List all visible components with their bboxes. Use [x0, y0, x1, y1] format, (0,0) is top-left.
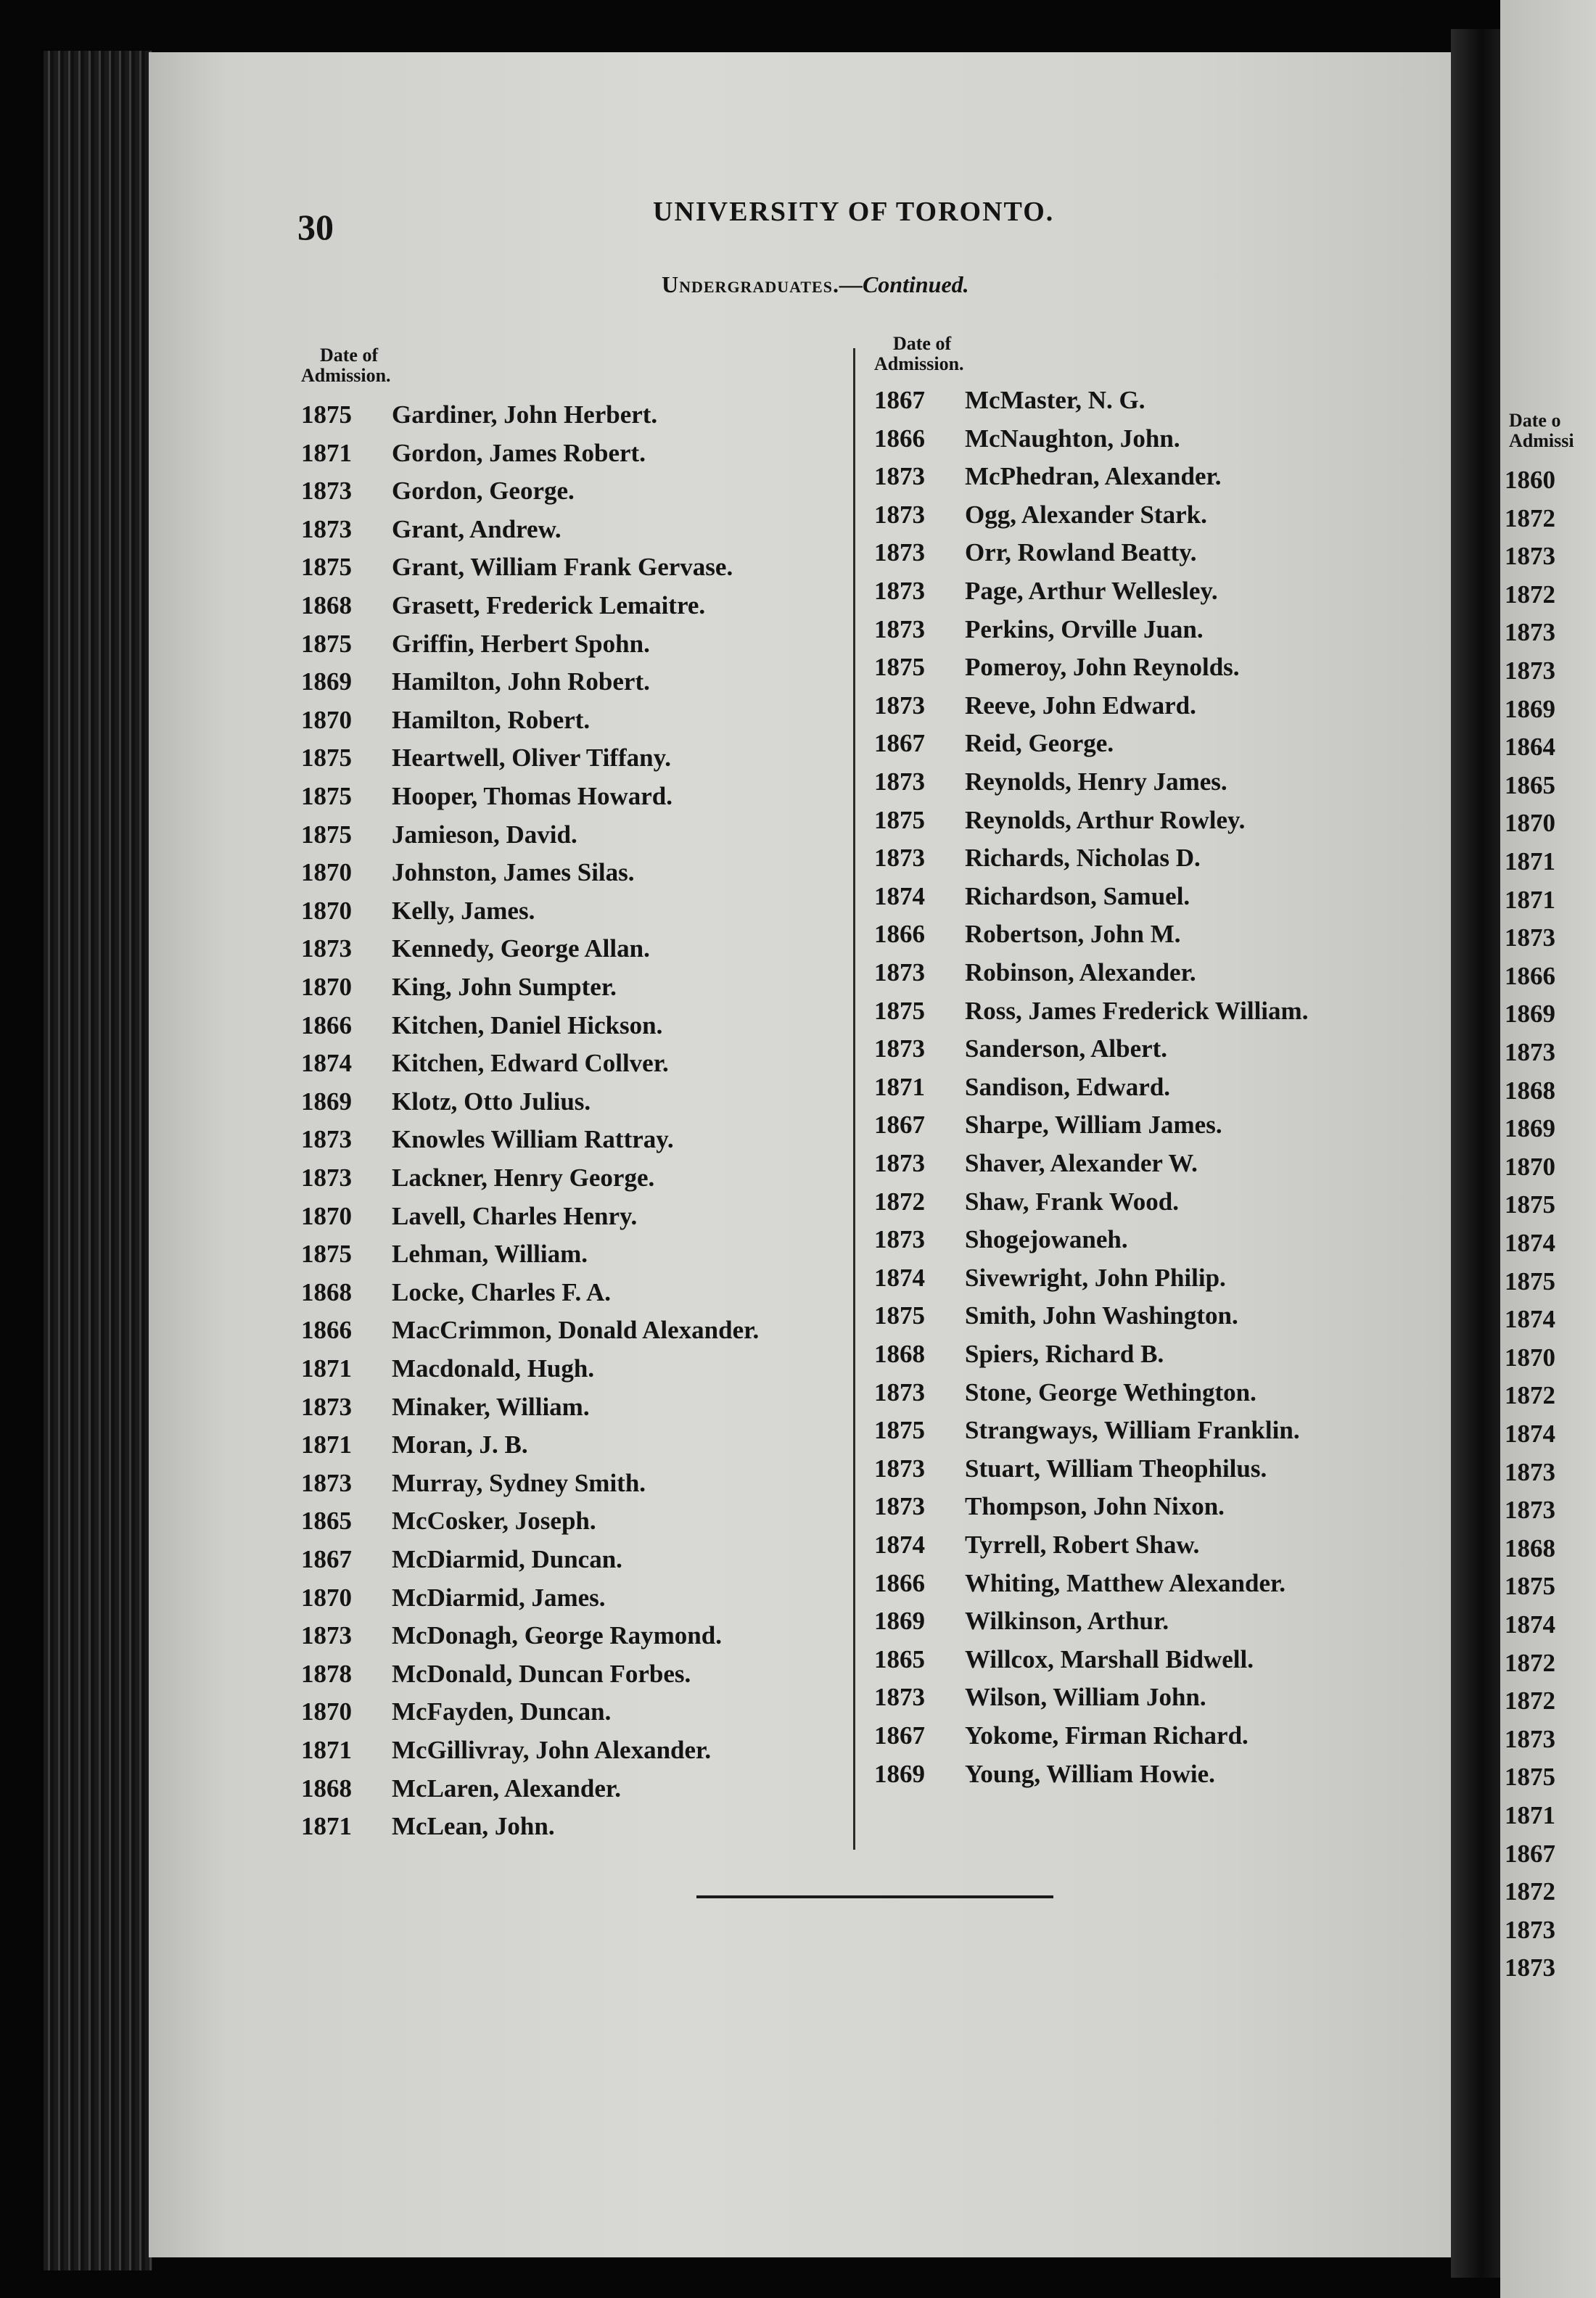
admission-year: 1866	[874, 424, 925, 453]
admission-year: 1873	[874, 1683, 925, 1712]
student-name: Gordon, George.	[392, 477, 575, 506]
register-entry	[301, 548, 733, 586]
register-entry	[301, 1541, 622, 1578]
admission-year: 1875	[874, 996, 925, 1025]
admission-year: 1873	[301, 1392, 352, 1421]
register-entry	[874, 1335, 1164, 1373]
student-name: Grant, Andrew.	[392, 514, 562, 543]
adjacent-page-year: 1872	[1505, 580, 1555, 609]
student-name: McGillivray, John Alexander.	[392, 1736, 712, 1764]
student-name: McLaren, Alexander.	[392, 1774, 621, 1803]
admission-year: 1873	[874, 958, 925, 987]
admission-year: 1869	[874, 1759, 925, 1788]
admission-year: 1869	[874, 1607, 925, 1636]
register-entry	[874, 1755, 1215, 1793]
left-column-header	[301, 345, 391, 386]
register-entry	[301, 1235, 588, 1273]
student-name: Reynolds, Henry James.	[965, 767, 1227, 796]
adjacent-page-year: 1872	[1505, 1687, 1555, 1716]
student-name: Heartwell, Oliver Tiffany.	[392, 744, 671, 773]
register-entry	[301, 739, 671, 777]
register-entry	[874, 1488, 1225, 1525]
admission-year: 1865	[301, 1507, 352, 1536]
book-binding-edge	[44, 51, 152, 2270]
student-name: Hamilton, Robert.	[392, 705, 591, 734]
adjacent-page-year: 1869	[1505, 694, 1555, 723]
register-entry	[301, 472, 575, 510]
adjacent-header-line2: Admissi	[1509, 430, 1574, 451]
admission-year: 1873	[874, 691, 925, 720]
student-name: Murray, Sydney Smith.	[392, 1468, 646, 1497]
adjacent-header-line1: Date o	[1509, 410, 1561, 431]
register-entry	[301, 1350, 594, 1388]
student-name: Reynolds, Arthur Rowley.	[965, 805, 1246, 834]
adjacent-page-year: 1875	[1505, 1763, 1555, 1792]
student-name: Robinson, Alexander.	[965, 958, 1196, 987]
section-subheading	[662, 271, 969, 298]
student-name: Griffin, Herbert Spohn.	[392, 629, 650, 658]
admission-year: 1872	[874, 1187, 925, 1216]
register-entry	[874, 763, 1227, 801]
subheading-continued: —Continued.	[839, 271, 969, 297]
admission-year: 1869	[301, 667, 352, 696]
admission-year: 1868	[874, 1340, 925, 1368]
register-entry	[874, 725, 1114, 762]
register-entry	[874, 496, 1207, 534]
student-name: Willcox, Marshall Bidwell.	[965, 1644, 1254, 1673]
register-entry	[301, 625, 650, 663]
register-entry	[301, 1121, 674, 1158]
student-name: Grasett, Frederick Lemaitre.	[392, 591, 706, 619]
student-name: Grant, William Frank Gervase.	[392, 553, 733, 582]
admission-year: 1878	[301, 1659, 352, 1688]
register-entry	[874, 572, 1218, 610]
student-name: Kelly, James.	[392, 896, 535, 925]
admission-year: 1871	[301, 1812, 352, 1841]
student-name: Gordon, James Robert.	[392, 438, 646, 467]
admission-year: 1871	[301, 1354, 352, 1383]
register-entry	[874, 1450, 1267, 1488]
admission-year: 1867	[874, 1111, 925, 1140]
student-name: Stuart, William Theophilus.	[965, 1454, 1267, 1483]
student-name: Shaw, Frank Wood.	[965, 1187, 1180, 1216]
student-name: Lackner, Henry George.	[392, 1164, 655, 1192]
student-name: Sanderson, Albert.	[965, 1034, 1168, 1063]
admission-year: 1874	[874, 1531, 925, 1559]
register-entry	[301, 778, 672, 815]
register-entry	[874, 648, 1240, 686]
student-name: Young, William Howie.	[965, 1759, 1215, 1788]
admission-year: 1871	[874, 1072, 925, 1101]
admission-year: 1874	[874, 1263, 925, 1292]
student-name: Ross, James Frederick William.	[965, 996, 1309, 1025]
adjacent-page-year: 1872	[1505, 1648, 1555, 1677]
student-name: Klotz, Otto Julius.	[392, 1087, 591, 1116]
admission-year: 1873	[301, 1468, 352, 1497]
column-header-line2: Admission.	[301, 365, 391, 386]
adjacent-page-year: 1869	[1505, 1000, 1555, 1029]
student-name: Moran, J. B.	[392, 1430, 528, 1459]
adjacent-page-year: 1865	[1505, 770, 1555, 799]
student-name: McLean, John.	[392, 1812, 555, 1841]
register-entry	[301, 1007, 662, 1045]
admission-year: 1865	[874, 1644, 925, 1673]
admission-year: 1873	[874, 462, 925, 491]
adjacent-page-year: 1871	[1505, 885, 1555, 914]
register-entry	[301, 663, 650, 701]
register-entry	[874, 534, 1197, 572]
register-entry	[301, 1198, 637, 1235]
admission-year: 1875	[301, 1240, 352, 1269]
student-name: Kitchen, Edward Collver.	[392, 1049, 669, 1078]
register-entry	[874, 1374, 1256, 1412]
register-entry	[301, 968, 617, 1006]
admission-year: 1873	[301, 477, 352, 506]
register-entry	[301, 1388, 590, 1426]
student-name: MacCrimmon, Donald Alexander.	[392, 1316, 760, 1345]
student-name: Stone, George Wethington.	[965, 1377, 1256, 1407]
admission-year: 1873	[874, 614, 925, 643]
admission-year: 1868	[301, 1277, 352, 1306]
student-name: Perkins, Orville Juan.	[965, 614, 1204, 643]
student-name: Pomeroy, John Reynolds.	[965, 653, 1240, 682]
register-entry	[301, 1617, 722, 1655]
register-entry	[301, 816, 577, 854]
adjacent-page-year: 1874	[1505, 1610, 1555, 1639]
admission-year: 1874	[301, 1049, 352, 1078]
admission-year: 1873	[301, 1621, 352, 1650]
student-name: McDonald, Duncan Forbes.	[392, 1659, 691, 1688]
register-entry	[874, 992, 1308, 1030]
register-entry	[301, 1655, 691, 1693]
adjacent-page-year: 1875	[1505, 1190, 1555, 1219]
student-name: Reid, George.	[965, 729, 1114, 758]
admission-year: 1875	[874, 653, 925, 682]
student-name: Kennedy, George Allan.	[392, 934, 650, 963]
subheading-label: Undergraduates.	[662, 271, 839, 297]
student-name: Smith, John Washington.	[965, 1301, 1238, 1330]
register-entry	[301, 1311, 759, 1349]
adjacent-page-year: 1873	[1505, 1038, 1555, 1066]
register-entry	[874, 954, 1196, 992]
admission-year: 1870	[301, 1697, 352, 1726]
student-name: Gardiner, John Herbert.	[392, 400, 658, 429]
admission-year: 1875	[874, 1416, 925, 1445]
admission-year: 1873	[874, 1149, 925, 1177]
register-entry	[874, 1679, 1206, 1716]
adjacent-page-year: 1872	[1505, 1381, 1555, 1410]
register-entry	[874, 839, 1201, 877]
student-name: Reeve, John Edward.	[965, 691, 1196, 720]
admission-year: 1867	[874, 386, 925, 414]
adjacent-page-year: 1870	[1505, 1343, 1555, 1372]
admission-year: 1873	[301, 514, 352, 543]
adjacent-page-year: 1874	[1505, 1229, 1555, 1257]
student-name: Whiting, Matthew Alexander.	[965, 1568, 1286, 1597]
admission-year: 1875	[874, 805, 925, 834]
adjacent-page-year: 1873	[1505, 656, 1555, 685]
page-gutter	[1451, 29, 1502, 2278]
register-entry	[301, 1274, 611, 1311]
adjacent-page-year: 1872	[1505, 503, 1555, 532]
register-entry	[301, 1465, 646, 1502]
register-entry	[874, 915, 1181, 953]
student-name: McPhedran, Alexander.	[965, 462, 1222, 491]
student-name: Sharpe, William James.	[965, 1111, 1222, 1140]
register-entry	[874, 1068, 1170, 1106]
admission-year: 1866	[874, 920, 925, 949]
register-entry	[874, 1106, 1222, 1144]
adjacent-page-year: 1870	[1505, 1152, 1555, 1181]
adjacent-page-year: 1874	[1505, 1420, 1555, 1448]
adjacent-page-year: 1871	[1505, 1801, 1555, 1829]
student-name: Locke, Charles F. A.	[392, 1277, 612, 1306]
admission-year: 1870	[301, 896, 352, 925]
adjacent-page-header	[1509, 411, 1574, 451]
adjacent-page-year: 1860	[1505, 466, 1555, 494]
student-name: Sandison, Edward.	[965, 1072, 1171, 1101]
register-entry	[874, 1565, 1286, 1602]
admission-year: 1866	[301, 1010, 352, 1039]
admission-year: 1873	[874, 538, 925, 567]
register-entry	[301, 435, 646, 472]
admission-year: 1867	[301, 1545, 352, 1573]
admission-year: 1870	[301, 973, 352, 1001]
student-name: Thompson, John Nixon.	[965, 1492, 1225, 1521]
admission-year: 1873	[874, 1377, 925, 1407]
admission-year: 1867	[874, 1721, 925, 1750]
register-entry	[874, 878, 1190, 915]
register-entry	[301, 1579, 606, 1617]
running-title: UNIVERSITY OF TORONTO.	[653, 197, 1055, 227]
admission-year: 1875	[301, 400, 352, 429]
student-name: Lavell, Charles Henry.	[392, 1201, 638, 1230]
student-name: McDonagh, George Raymond.	[392, 1621, 722, 1650]
student-name: Richardson, Samuel.	[965, 881, 1190, 910]
register-entry	[301, 511, 562, 548]
admission-year: 1875	[874, 1301, 925, 1330]
register-entry	[874, 687, 1196, 725]
adjacent-page-year: 1872	[1505, 1877, 1555, 1906]
adjacent-page-year: 1873	[1505, 1915, 1555, 1944]
admission-year: 1867	[874, 729, 925, 758]
student-name: Shogejowaneh.	[965, 1225, 1128, 1254]
page-number: 30	[297, 207, 334, 247]
register-entry	[874, 458, 1222, 495]
adjacent-page-year: 1875	[1505, 1572, 1555, 1601]
register-entry	[874, 1183, 1179, 1221]
column-header-line2: Admission.	[874, 353, 964, 374]
admission-year: 1866	[301, 1316, 352, 1345]
admission-year: 1873	[874, 1225, 925, 1254]
student-name: Sivewright, John Philip.	[965, 1263, 1226, 1292]
register-entry	[301, 1770, 621, 1808]
register-entry	[301, 396, 657, 434]
student-name: Hamilton, John Robert.	[392, 667, 650, 696]
admission-year: 1870	[301, 1201, 352, 1230]
admission-year: 1871	[301, 438, 352, 467]
admission-year: 1871	[301, 1736, 352, 1764]
register-entry	[874, 802, 1245, 839]
student-name: Macdonald, Hugh.	[392, 1354, 595, 1383]
adjacent-page-year: 1868	[1505, 1533, 1555, 1562]
admission-year: 1870	[301, 705, 352, 734]
register-entry	[874, 1259, 1226, 1297]
student-name: McDiarmid, Duncan.	[392, 1545, 622, 1573]
adjacent-page-year: 1864	[1505, 733, 1555, 762]
admission-year: 1873	[874, 767, 925, 796]
student-name: McNaughton, John.	[965, 424, 1180, 453]
admission-year: 1873	[874, 844, 925, 873]
admission-year: 1868	[301, 1774, 352, 1803]
register-entry	[874, 1412, 1300, 1449]
admission-year: 1870	[301, 1583, 352, 1612]
student-name: Wilkinson, Arthur.	[965, 1607, 1169, 1636]
adjacent-page-year: 1873	[1505, 1724, 1555, 1753]
student-name: Robertson, John M.	[965, 920, 1181, 949]
admission-year: 1873	[301, 1164, 352, 1192]
register-entry	[874, 1221, 1128, 1259]
student-name: Minaker, William.	[392, 1392, 590, 1421]
adjacent-page-year: 1873	[1505, 1496, 1555, 1525]
admission-year: 1875	[301, 553, 352, 582]
column-divider	[853, 348, 855, 1850]
adjacent-page-year: 1873	[1505, 542, 1555, 571]
register-entry	[301, 1045, 669, 1082]
adjacent-page-year: 1866	[1505, 961, 1555, 990]
admission-year: 1873	[874, 1034, 925, 1063]
student-name: Orr, Rowland Beatty.	[965, 538, 1197, 567]
student-name: Spiers, Richard B.	[965, 1340, 1164, 1368]
register-entry	[874, 1602, 1169, 1640]
register-entry	[874, 1145, 1198, 1182]
register-entry	[301, 1159, 654, 1197]
register-entry	[874, 1717, 1249, 1755]
register-entry	[301, 701, 590, 739]
student-name: Ogg, Alexander Stark.	[965, 500, 1207, 529]
adjacent-page-year: 1873	[1505, 1953, 1555, 1982]
admission-year: 1866	[874, 1568, 925, 1597]
admission-year: 1868	[301, 591, 352, 619]
admission-year: 1873	[301, 1125, 352, 1154]
end-rule	[696, 1895, 1053, 1898]
register-entry	[301, 1426, 528, 1464]
adjacent-page-year: 1869	[1505, 1114, 1555, 1143]
student-name: McDiarmid, James.	[392, 1583, 606, 1612]
student-name: Page, Arthur Wellesley.	[965, 577, 1218, 605]
adjacent-page-year: 1873	[1505, 923, 1555, 952]
right-column-header	[874, 334, 964, 374]
student-name: McFayden, Duncan.	[392, 1697, 612, 1726]
student-name: McCosker, Joseph.	[392, 1507, 596, 1536]
student-name: Kitchen, Daniel Hickson.	[392, 1010, 663, 1039]
register-entry	[874, 1297, 1238, 1335]
register-entry	[301, 854, 635, 891]
column-header-line1: Date of	[893, 333, 952, 354]
admission-year: 1873	[874, 577, 925, 605]
admission-year: 1875	[301, 744, 352, 773]
admission-year: 1875	[301, 782, 352, 810]
student-name: Hooper, Thomas Howard.	[392, 782, 672, 810]
register-entry	[301, 930, 650, 968]
adjacent-page-year: 1867	[1505, 1839, 1555, 1868]
admission-year: 1875	[301, 629, 352, 658]
student-name: Jamieson, David.	[392, 820, 577, 849]
student-name: McMaster, N. G.	[965, 386, 1145, 414]
student-name: Knowles William Rattray.	[392, 1125, 674, 1154]
register-entry	[301, 1083, 591, 1121]
register-entry	[301, 1731, 711, 1769]
adjacent-page-year: 1868	[1505, 1076, 1555, 1105]
register-entry	[874, 1641, 1254, 1679]
admission-year: 1871	[301, 1430, 352, 1459]
admission-year: 1875	[301, 820, 352, 849]
student-name: Shaver, Alexander W.	[965, 1149, 1198, 1177]
student-name: King, John Sumpter.	[392, 973, 617, 1001]
register-entry	[301, 587, 705, 625]
admission-year: 1873	[874, 500, 925, 529]
adjacent-page-year: 1873	[1505, 618, 1555, 647]
admission-year: 1870	[301, 858, 352, 887]
register-entry	[874, 611, 1204, 648]
student-name: Tyrrell, Robert Shaw.	[965, 1531, 1200, 1559]
register-entry	[301, 1502, 596, 1540]
student-name: Johnston, James Silas.	[392, 858, 635, 887]
adjacent-page-year: 1873	[1505, 1457, 1555, 1486]
admission-year: 1873	[874, 1492, 925, 1521]
register-entry	[874, 420, 1180, 458]
student-name: Yokome, Firman Richard.	[965, 1721, 1249, 1750]
adjacent-page-year: 1870	[1505, 809, 1555, 838]
student-name: Strangways, William Franklin.	[965, 1416, 1300, 1445]
register-entry	[301, 892, 535, 930]
student-name: Lehman, William.	[392, 1240, 588, 1269]
register-entry	[301, 1808, 555, 1845]
register-entry	[301, 1693, 611, 1731]
adjacent-page-year: 1871	[1505, 847, 1555, 876]
admission-year: 1874	[874, 881, 925, 910]
admission-year: 1873	[874, 1454, 925, 1483]
register-entry	[874, 1526, 1199, 1564]
column-header-line1: Date of	[320, 345, 379, 366]
student-name: Wilson, William John.	[965, 1683, 1206, 1712]
register-entry	[874, 1030, 1167, 1068]
adjacent-page-year: 1874	[1505, 1305, 1555, 1334]
student-name: Richards, Nicholas D.	[965, 844, 1201, 873]
adjacent-page-year: 1875	[1505, 1267, 1555, 1296]
admission-year: 1869	[301, 1087, 352, 1116]
admission-year: 1873	[301, 934, 352, 963]
register-entry	[874, 382, 1145, 419]
